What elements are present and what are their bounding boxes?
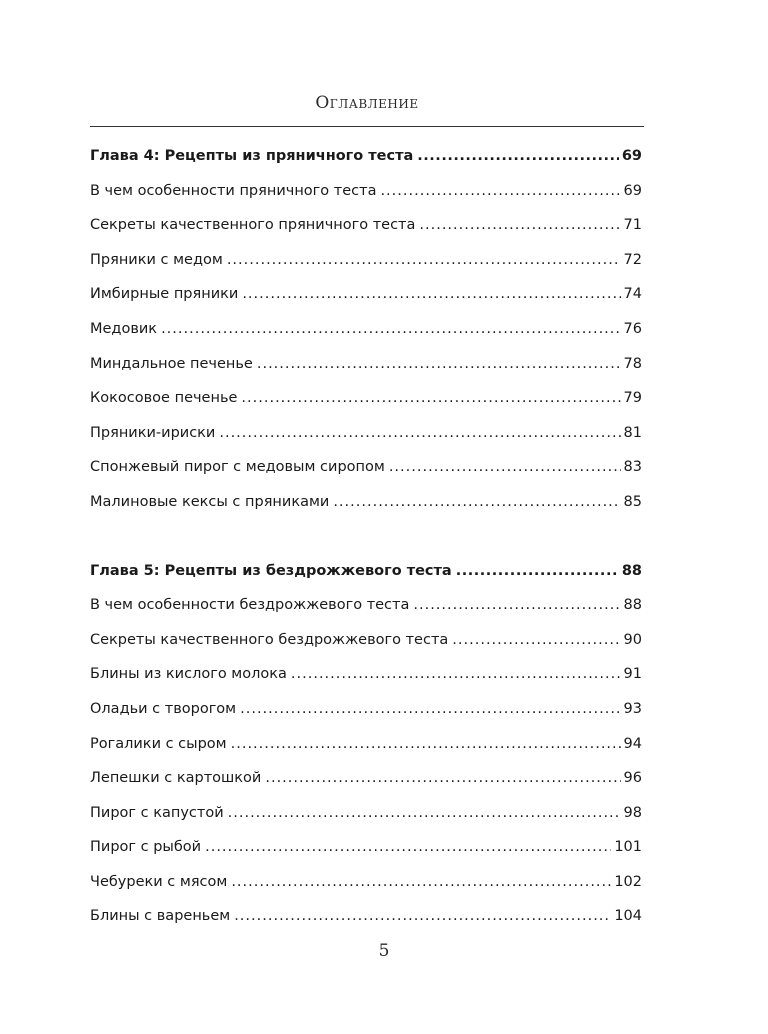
chapter-spacer <box>90 523 642 557</box>
toc-entry-label: Секреты качественного бездрожжевого теста <box>90 631 449 648</box>
dot-leader <box>240 695 620 723</box>
dot-leader <box>231 868 611 896</box>
toc-chapter-title: Глава 4: Рецепты из пряничного теста <box>90 148 414 164</box>
toc-page-number: 102 <box>614 873 642 890</box>
dot-leader <box>231 730 621 758</box>
toc-entry-label: В чем особенности пряничного теста <box>90 182 377 199</box>
table-of-contents <box>90 142 642 937</box>
dot-leader <box>227 246 621 274</box>
toc-entry-label: Рогалики с сыром <box>90 735 227 752</box>
dot-leader <box>219 419 620 447</box>
toc-page-number: 85 <box>623 493 642 510</box>
toc-chapter-4[interactable] <box>90 142 642 177</box>
toc-entry[interactable] <box>90 695 642 730</box>
dot-leader <box>265 764 620 792</box>
page-title: Оглавление <box>315 93 419 113</box>
toc-entry[interactable] <box>90 868 642 903</box>
dot-leader <box>452 626 620 654</box>
toc-entry-label: Имбирные пряники <box>90 286 239 303</box>
toc-page-number: 74 <box>623 286 642 303</box>
toc-chapter-title: Глава 5: Рецепты из бездрожжевого теста <box>90 562 452 579</box>
toc-page-number: 104 <box>614 908 642 925</box>
toc-entry-label: Пирог с капустой <box>90 804 224 821</box>
toc-entry-label: Пирог с рыбой <box>90 839 202 856</box>
toc-page-number: 91 <box>623 666 642 683</box>
toc-page-number: 93 <box>623 700 642 717</box>
toc-entry[interactable] <box>90 280 642 315</box>
toc-entry[interactable] <box>90 453 642 488</box>
toc-page-number: 72 <box>623 251 642 268</box>
toc-page-number: 88 <box>621 562 642 579</box>
toc-entry-label: Секреты качественного пряничного теста <box>90 217 416 234</box>
dot-leader <box>242 280 620 308</box>
toc-entry[interactable] <box>90 764 642 799</box>
dot-leader <box>333 488 620 516</box>
toc-entry-label: Пряники с медом <box>90 251 223 268</box>
toc-entry-label: Спонжевый пирог с медовым сиропом <box>90 459 385 476</box>
toc-entry[interactable] <box>90 350 642 385</box>
toc-entry[interactable] <box>90 591 642 626</box>
toc-page-number: 71 <box>623 217 642 234</box>
dot-leader <box>241 384 620 412</box>
toc-page-number: 69 <box>623 182 642 199</box>
toc-entry[interactable] <box>90 315 642 350</box>
toc-page-number: 69 <box>621 148 642 164</box>
toc-entry-label: Пряники-ириски <box>90 424 216 441</box>
toc-entry-label: Блины из кислого молока <box>90 666 287 683</box>
toc-page-number: 96 <box>623 770 642 787</box>
toc-entry-label: Лепешки с картошкой <box>90 770 262 787</box>
toc-entry-label: Миндальное печенье <box>90 355 253 372</box>
toc-entry[interactable] <box>90 384 642 419</box>
toc-entry-label: Чебуреки с мясом <box>90 873 228 890</box>
toc-entry[interactable] <box>90 211 642 246</box>
dot-leader <box>161 315 620 343</box>
dot-leader <box>291 660 621 688</box>
toc-page-number: 90 <box>623 631 642 648</box>
toc-chapter-5[interactable] <box>90 557 642 592</box>
toc-entry[interactable] <box>90 660 642 695</box>
toc-page-number: 101 <box>614 839 642 856</box>
toc-entry-label: Блины с вареньем <box>90 908 231 925</box>
toc-page-number: 76 <box>623 320 642 337</box>
toc-entry[interactable] <box>90 488 642 523</box>
dot-leader <box>205 833 611 861</box>
dot-leader <box>413 591 620 619</box>
toc-entry[interactable] <box>90 419 642 454</box>
toc-entry-label: Кокосовое печенье <box>90 390 238 407</box>
dot-leader <box>389 453 621 481</box>
dot-leader <box>417 142 619 170</box>
toc-entry[interactable] <box>90 626 642 661</box>
dot-leader <box>257 350 621 378</box>
toc-page-number: 81 <box>623 424 642 441</box>
toc-page-number: 88 <box>623 597 642 614</box>
dot-leader <box>419 211 620 239</box>
title-divider <box>90 126 644 127</box>
dot-leader <box>234 902 611 930</box>
dot-leader <box>228 799 621 827</box>
toc-entry[interactable] <box>90 177 642 212</box>
toc-entry[interactable] <box>90 799 642 834</box>
toc-entry[interactable] <box>90 730 642 765</box>
toc-page-number: 78 <box>623 355 642 372</box>
toc-entry-label: Оладьи с творогом <box>90 700 237 717</box>
toc-entry-label: Медовик <box>90 320 158 337</box>
toc-entry[interactable] <box>90 833 642 868</box>
toc-page-number: 79 <box>623 390 642 407</box>
toc-entry-label: Малиновые кексы с пряниками <box>90 493 330 510</box>
toc-entry-label: В чем особенности бездрожжевого теста <box>90 597 410 614</box>
dot-leader <box>380 177 620 205</box>
page-number: 5 <box>378 941 390 961</box>
toc-page-number: 83 <box>623 459 642 476</box>
toc-entry[interactable] <box>90 902 642 937</box>
toc-page-number: 98 <box>623 804 642 821</box>
toc-entry[interactable] <box>90 246 642 281</box>
dot-leader <box>456 557 619 585</box>
toc-page-number: 94 <box>623 735 642 752</box>
